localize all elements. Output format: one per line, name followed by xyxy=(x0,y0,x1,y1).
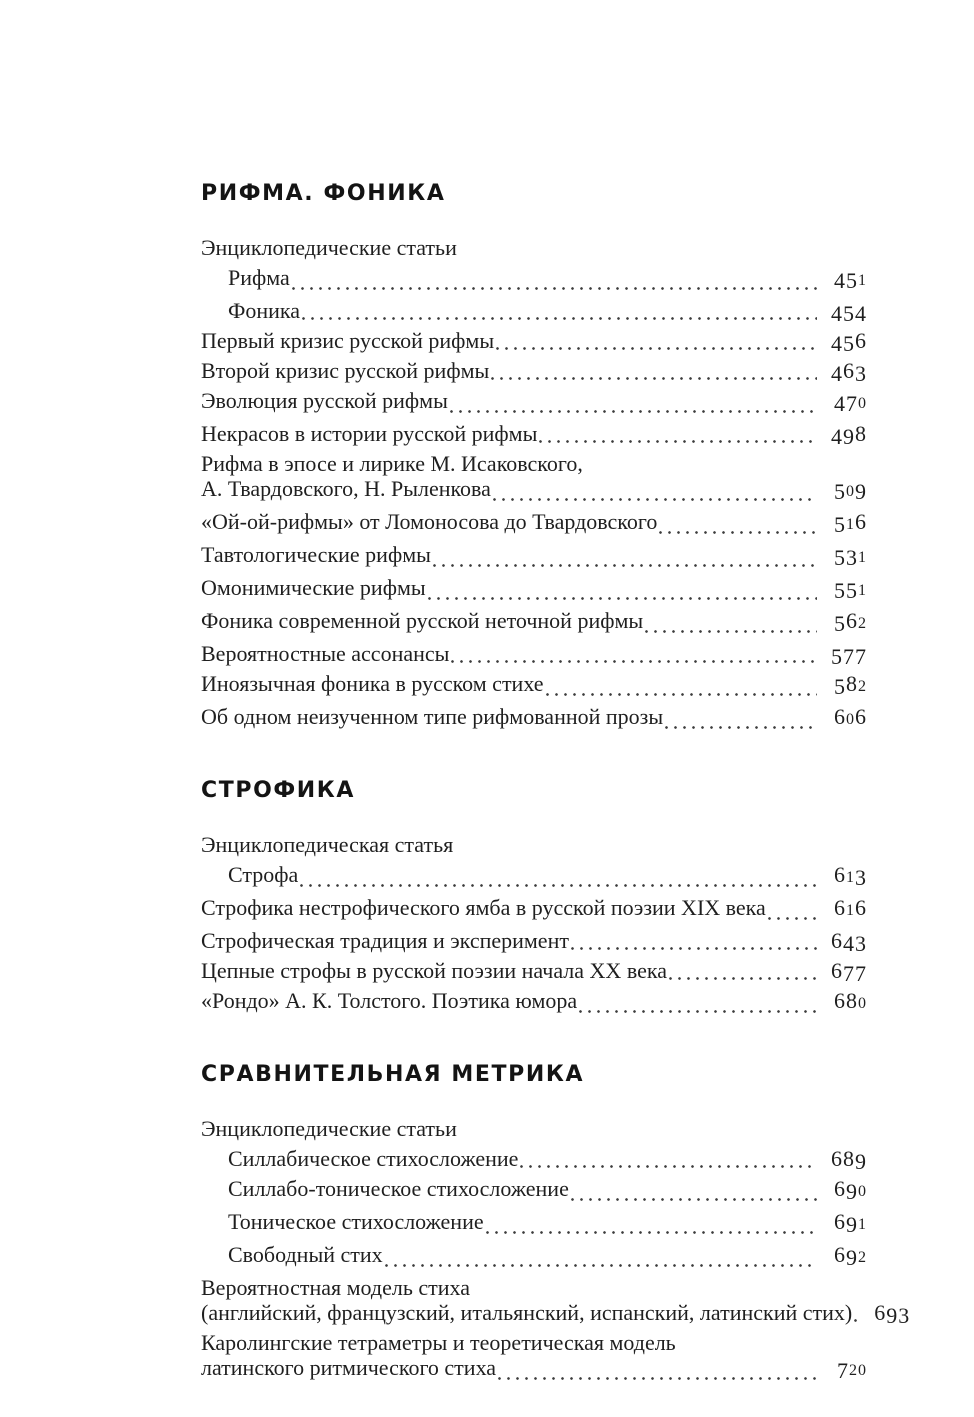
toc-entry-text: Иноязычная фоника в русском стихе xyxy=(201,670,544,696)
page-number-digit: 5 xyxy=(833,544,846,570)
page-number-digit: 9 xyxy=(845,1211,858,1237)
table-of-contents xyxy=(201,181,911,1385)
toc-entry-text: Некрасов в истории русской рифмы xyxy=(201,420,538,446)
page-number-digit: 1 xyxy=(845,868,855,886)
toc-entry[interactable] xyxy=(201,638,867,668)
toc-entry-leader-line xyxy=(201,895,867,923)
toc-entry-leader-line xyxy=(201,1299,911,1328)
page-number-digit: 1 xyxy=(857,271,867,289)
toc-group-label xyxy=(201,1113,867,1143)
toc-entry-leader-line xyxy=(201,476,867,504)
toc-entry-leader-line xyxy=(201,640,867,669)
toc-entry-leader-line xyxy=(228,1242,867,1270)
toc-entry[interactable] xyxy=(201,448,867,506)
page-number-digit: 4 xyxy=(843,930,855,956)
page-number-digit: 6 xyxy=(874,1299,887,1325)
page-number-digit: 1 xyxy=(845,515,855,533)
toc-entry-text: Фоника xyxy=(228,297,301,323)
toc-entry-leader-line xyxy=(201,357,867,386)
toc-entry[interactable] xyxy=(201,892,867,925)
toc-entry-text: латинского ритмического стиха xyxy=(201,1354,497,1380)
toc-entry-text: Вероятностные ассонансы xyxy=(201,640,450,666)
toc-group-label-text: Энциклопедические статьи xyxy=(201,234,457,260)
toc-entry[interactable] xyxy=(201,295,867,325)
page-number xyxy=(819,641,867,669)
page-number xyxy=(819,1355,867,1383)
toc-entry-leader-line xyxy=(228,1176,867,1204)
page-number-digit: 4 xyxy=(831,423,843,449)
page-number-digit: 6 xyxy=(855,327,867,353)
toc-entry-leader-line xyxy=(201,420,867,449)
dotted-leader xyxy=(645,608,817,636)
page-number xyxy=(819,895,867,923)
page-number xyxy=(819,927,867,956)
page-number-digit: 6 xyxy=(855,894,867,920)
toc-entry-list xyxy=(201,829,867,1018)
toc-entry-text: Цепные строфы в русской поэзии начала XX века xyxy=(201,957,667,983)
toc-entry-text: Вероятностная модель стиха xyxy=(201,1274,470,1300)
page-number-digit: 2 xyxy=(857,614,867,632)
page-number-digit: 7 xyxy=(843,643,855,669)
page-number-digit: 3 xyxy=(855,930,867,956)
toc-entry[interactable] xyxy=(201,985,867,1018)
page-number xyxy=(819,608,867,636)
toc-entry[interactable] xyxy=(201,955,867,985)
page-number-digit: 7 xyxy=(845,390,858,416)
dotted-leader xyxy=(659,509,817,537)
page-number-digit: 8 xyxy=(845,670,858,696)
page-number xyxy=(819,575,867,603)
page-number-digit: 4 xyxy=(833,267,846,293)
page-number-digit: 3 xyxy=(855,360,867,386)
page-number-digit: 0 xyxy=(845,710,855,728)
toc-entry-text: Фоника современной русской неточной рифмы xyxy=(201,607,644,633)
dotted-leader xyxy=(498,1355,817,1383)
page-number-digit: 3 xyxy=(898,1302,911,1328)
toc-entry-text: Эволюция русской рифмы xyxy=(201,387,448,413)
page-number-digit: 5 xyxy=(845,267,858,293)
page-number xyxy=(819,1176,867,1204)
toc-entry[interactable] xyxy=(201,859,867,892)
toc-entry[interactable] xyxy=(201,1143,867,1173)
page-number-digit: 9 xyxy=(855,1148,867,1174)
page-number-digit: 4 xyxy=(831,360,843,386)
page-number-digit: 6 xyxy=(831,957,843,983)
toc-entry-text: Строфа xyxy=(228,861,299,887)
toc-entry[interactable] xyxy=(201,418,867,448)
toc-entry-leader-line xyxy=(201,575,867,603)
toc-entry-text: «Ой-ой-рифмы» от Ломоносова до Твардовского xyxy=(201,508,658,534)
page-number-digit: 2 xyxy=(848,1361,858,1379)
dotted-leader xyxy=(491,358,817,383)
page-number xyxy=(819,327,867,356)
page-number xyxy=(819,298,867,326)
toc-entry-text: Силлабическое стихосложение xyxy=(228,1145,519,1171)
toc-group-label-text: Энциклопедические статьи xyxy=(201,1115,457,1141)
toc-section xyxy=(201,1062,911,1385)
page-number-digit: 0 xyxy=(857,994,867,1012)
page-number xyxy=(819,704,867,732)
toc-entry[interactable] xyxy=(201,1327,867,1385)
toc-entry-text: Тоническое стихосложение xyxy=(228,1208,484,1234)
page-number-digit: 6 xyxy=(833,1208,846,1234)
page-number-digit: 6 xyxy=(833,1175,846,1201)
page-number xyxy=(819,671,867,699)
page-number-digit: 6 xyxy=(833,861,846,887)
dotted-leader xyxy=(546,671,817,699)
page-number xyxy=(819,957,867,986)
page-number-digit: 7 xyxy=(855,960,867,986)
page-number-digit: 1 xyxy=(857,581,867,599)
page-number-digit: 5 xyxy=(843,330,855,356)
dotted-leader xyxy=(450,388,817,416)
toc-entry[interactable] xyxy=(201,385,867,418)
toc-entry-text: Первый кризис русской рифмы xyxy=(201,327,495,353)
page-number-digit: 7 xyxy=(855,643,867,669)
page-number-digit: 4 xyxy=(855,300,867,326)
toc-entry-text: Рифма в эпосе и лирике М. Исаковского, xyxy=(201,450,583,476)
page-number-digit: 7 xyxy=(836,1357,849,1383)
toc-entry[interactable] xyxy=(201,355,867,385)
toc-entry-leader-line xyxy=(201,608,867,636)
toc-entry-text: «Рондо» А. К. Толстого. Поэтика юмора xyxy=(201,987,578,1013)
toc-entry-text: Второй кризис русской рифмы xyxy=(201,357,490,383)
toc-entry-text: Омонимические рифмы xyxy=(201,574,426,600)
toc-entry[interactable] xyxy=(201,262,867,295)
page-number-digit: 6 xyxy=(833,1241,846,1267)
toc-entry[interactable] xyxy=(201,506,867,539)
toc-entry-text: Строфическая традиция и эксперимент xyxy=(201,927,569,953)
toc-entry-leader-line xyxy=(201,327,867,356)
page-number-digit: 0 xyxy=(857,394,867,412)
page-number xyxy=(819,862,867,890)
page-number-digit: 6 xyxy=(855,508,867,534)
page-number-digit: 2 xyxy=(857,1248,867,1266)
toc-entry-leader-line xyxy=(201,988,867,1016)
toc-entry-leader-line xyxy=(228,1145,867,1174)
page-number-digit: 9 xyxy=(845,1244,858,1270)
page-number xyxy=(819,542,867,570)
toc-entry-list xyxy=(201,1113,911,1385)
page-number-digit: 1 xyxy=(857,548,867,566)
dotted-leader xyxy=(539,421,817,446)
toc-entry-leader-line xyxy=(201,388,867,416)
toc-entry[interactable] xyxy=(201,539,867,572)
toc-entry[interactable] xyxy=(201,572,867,605)
toc-entry-text: Тавтологические рифмы xyxy=(201,541,431,567)
page-number-digit: 9 xyxy=(845,1178,858,1204)
toc-entry-list xyxy=(201,232,867,734)
dotted-leader xyxy=(854,1300,860,1325)
toc-entry-text: А. Твардовского, Н. Рыленкова xyxy=(201,475,491,501)
dotted-leader xyxy=(520,1146,817,1171)
page-number-digit: 5 xyxy=(833,478,846,504)
page-number-digit: 5 xyxy=(833,610,846,636)
page-number-digit: 7 xyxy=(843,960,855,986)
toc-entry-leader-line xyxy=(228,862,867,890)
toc-entry-text: Свободный стих xyxy=(228,1241,383,1267)
toc-entry[interactable] xyxy=(201,325,867,355)
toc-entry-leader-line xyxy=(201,1355,867,1383)
dotted-leader xyxy=(768,895,817,923)
page-number xyxy=(819,988,867,1016)
toc-group-label xyxy=(201,829,867,859)
page-number xyxy=(819,476,867,504)
page-number-digit: 4 xyxy=(831,300,843,326)
page-number-digit: 8 xyxy=(843,1145,855,1171)
page-number-digit: 2 xyxy=(857,677,867,695)
page-number xyxy=(819,1242,867,1270)
toc-entry-leader-line xyxy=(201,957,867,986)
toc-entry-leader-line xyxy=(201,671,867,699)
page-number xyxy=(819,265,867,293)
toc-section xyxy=(201,181,867,734)
page-number-digit: 0 xyxy=(857,1182,867,1200)
page-number-digit: 9 xyxy=(886,1302,899,1328)
toc-entry[interactable] xyxy=(201,701,867,734)
page-number xyxy=(819,357,867,386)
toc-entry[interactable] xyxy=(201,925,867,955)
dotted-leader xyxy=(579,988,817,1016)
toc-entry[interactable] xyxy=(201,1239,867,1272)
toc-entry[interactable] xyxy=(201,1206,867,1239)
section-heading: СРАВНИТЕЛЬНАЯ МЕТРИКА xyxy=(201,1062,585,1087)
toc-entry-text: Рифма xyxy=(228,264,290,290)
toc-entry[interactable] xyxy=(201,605,867,638)
toc-entry[interactable] xyxy=(201,1272,911,1328)
toc-group-label xyxy=(201,232,867,262)
toc-entry-leader-line xyxy=(228,297,867,326)
dotted-leader xyxy=(486,1209,817,1237)
page-number xyxy=(862,1299,911,1328)
section-heading: РИФМА. ФОНИКА xyxy=(201,181,446,206)
page-number-digit: 6 xyxy=(833,987,846,1013)
page-number-digit: 1 xyxy=(845,901,855,919)
dotted-leader xyxy=(433,542,817,570)
dotted-leader xyxy=(571,1176,817,1204)
page-number-digit: 3 xyxy=(855,864,867,890)
dotted-leader xyxy=(665,704,817,732)
toc-entry-text: Об одном неизученном типе рифмованной прозы xyxy=(201,703,664,729)
dotted-leader xyxy=(428,575,817,603)
dotted-leader xyxy=(571,928,817,953)
page-number-digit: 5 xyxy=(843,300,855,326)
toc-entry-leader-line xyxy=(228,1209,867,1237)
page-number-digit: 5 xyxy=(833,511,846,537)
page-number xyxy=(819,388,867,416)
page-number-digit: 4 xyxy=(831,330,843,356)
dotted-leader xyxy=(300,862,817,890)
toc-entry-text: (английский, французский, итальянский, испанский, латинский стих) xyxy=(201,1299,853,1325)
page-number-digit: 8 xyxy=(855,420,867,446)
section-heading: СТРОФИКА xyxy=(201,778,356,803)
page-number-digit: 0 xyxy=(857,1361,867,1379)
page-number xyxy=(819,420,867,449)
toc-entry-text: Строфика нестрофического ямба в русской поэзии XIX века xyxy=(201,894,766,920)
dotted-leader xyxy=(292,265,817,293)
page-number-digit: 9 xyxy=(855,478,867,504)
toc-section xyxy=(201,778,867,1018)
dotted-leader xyxy=(385,1242,817,1270)
page-number-digit: 1 xyxy=(857,1215,867,1233)
page-number-digit: 9 xyxy=(843,423,855,449)
page-number-digit: 6 xyxy=(831,1145,843,1171)
page-number-digit: 5 xyxy=(833,673,846,699)
page-number-digit: 6 xyxy=(831,927,843,953)
page-number-digit: 5 xyxy=(831,643,843,669)
page-number xyxy=(819,1145,867,1174)
page-number-digit: 6 xyxy=(843,357,855,383)
page-number xyxy=(819,509,867,537)
toc-group-label-text: Энциклопедическая статья xyxy=(201,831,454,857)
page-number-digit: 5 xyxy=(845,577,858,603)
toc-entry[interactable] xyxy=(201,1173,867,1206)
toc-entry-text: Силлабо-тоническое стихосложение xyxy=(228,1175,569,1201)
page-number-digit: 6 xyxy=(833,894,846,920)
toc-entry-text: Каролингские тетраметры и теоретическая модель xyxy=(201,1329,676,1355)
toc-entry-leader-line xyxy=(201,704,867,732)
page-number-digit: 6 xyxy=(845,607,858,633)
page-number-digit: 6 xyxy=(855,703,867,729)
page-number-digit: 3 xyxy=(845,544,858,570)
toc-entry-leader-line xyxy=(201,542,867,570)
dotted-leader xyxy=(493,476,817,504)
dotted-leader xyxy=(669,958,817,983)
dotted-leader xyxy=(451,641,817,666)
page-number-digit: 0 xyxy=(845,482,855,500)
toc-entry-leader-line xyxy=(228,265,867,293)
page-number-digit: 8 xyxy=(845,987,858,1013)
page-number-digit: 4 xyxy=(833,390,846,416)
dotted-leader xyxy=(496,328,817,353)
page-number-digit: 5 xyxy=(833,577,846,603)
toc-entry-leader-line xyxy=(201,509,867,537)
toc-entry-leader-line xyxy=(201,927,867,956)
toc-entry[interactable] xyxy=(201,668,867,701)
page-number xyxy=(819,1209,867,1237)
page-number-digit: 6 xyxy=(833,703,846,729)
dotted-leader xyxy=(302,298,817,323)
